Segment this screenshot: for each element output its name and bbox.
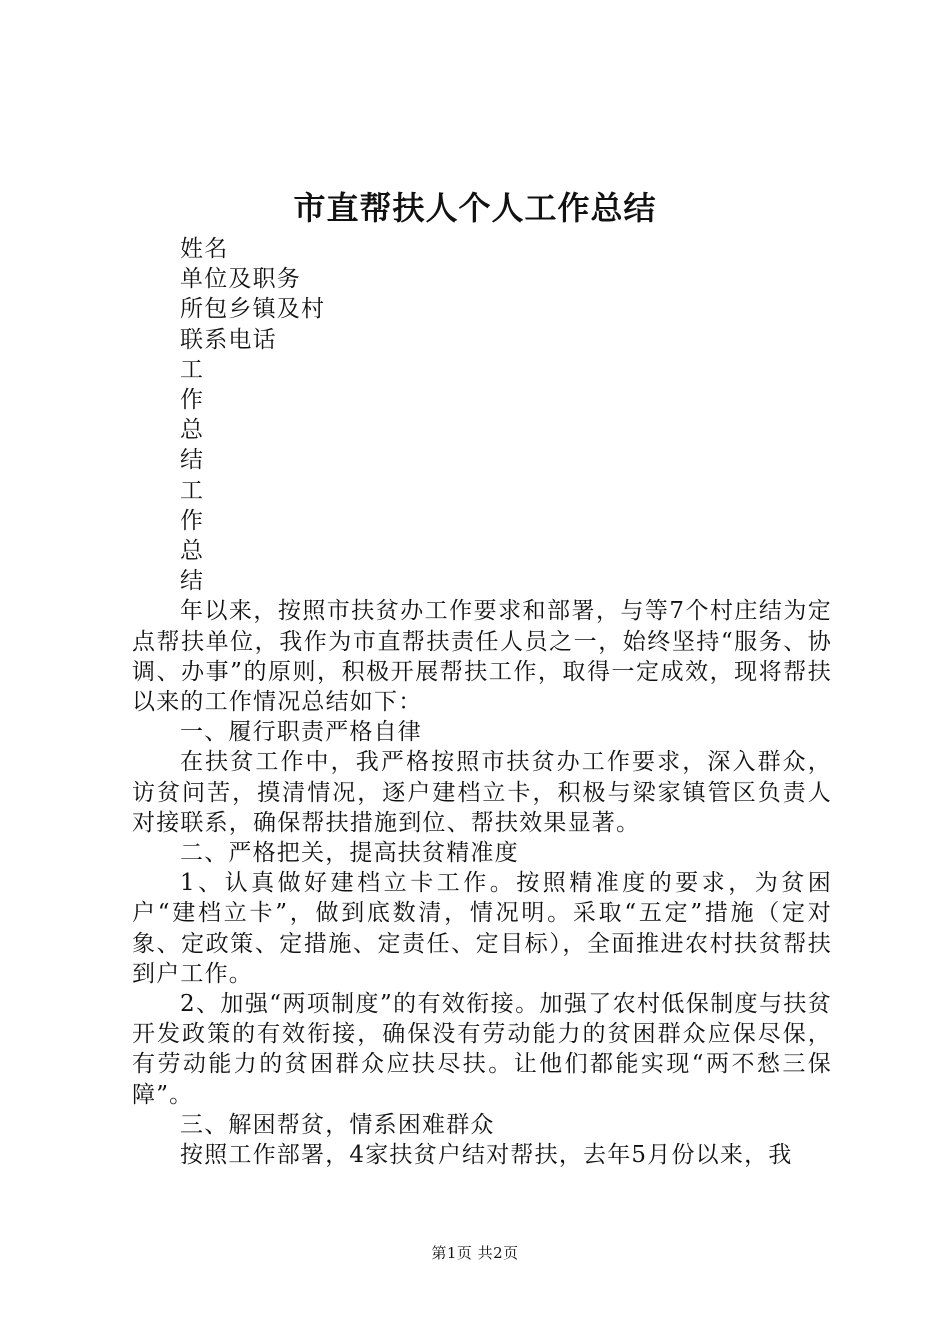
section-heading-2: 二、严格把关，提高扶贫精准度 bbox=[180, 840, 519, 867]
section-2-item-2: 2、加强“两项制度”的有效衔接。加强了农村低保制度与扶贫开发政策的有效衔接，确保没有劳动能力的贫困群众应保尽保，有劳动能力的贫困群众应扶尽扶。让他们都能实现“两不愁三保障”。 bbox=[132, 991, 832, 1108]
vertical-char: 结 bbox=[180, 447, 205, 474]
vertical-char: 总 bbox=[180, 417, 205, 444]
field-township-village: 所包乡镇及村 bbox=[180, 296, 326, 323]
vertical-char: 工 bbox=[180, 356, 205, 383]
vertical-char: 结 bbox=[180, 568, 205, 595]
section-3-paragraph: 按照工作部署，4家扶贫户结对帮扶，去年5月份以来，我 bbox=[180, 1142, 793, 1169]
document-title: 市直帮扶人个人工作总结 bbox=[293, 189, 657, 227]
section-2-item-1: 1、认真做好建档立卡工作。按照精准度的要求，为贫困户“建档立卡”，做到底数清，情况明。采取“五定”措施（定对象、定政策、定措施、定责任、定目标），全面推进农村扶贫帮扶到户工作。 bbox=[132, 870, 832, 987]
document-body bbox=[132, 234, 832, 1170]
intro-paragraph: 年以来，按照市扶贫办工作要求和部署，与等7个村庄结为定点帮扶单位，我作为市直帮扶责任人员之一，始终坚持“服务、协调、办事”的原则，积极开展帮扶工作，取得一定成效，现将帮扶以来的工作情况总结如下： bbox=[132, 598, 832, 716]
page-number: 第1页 共2页 bbox=[431, 1244, 519, 1262]
section-heading-1: 一、履行职责严格自律 bbox=[180, 719, 422, 746]
section-1-paragraph: 在扶贫工作中，我严格按照市扶贫办工作要求，深入群众，访贫问苦，摸清情况，逐户建档立卡，积极与梁家镇管区负责人对接联系，确保帮扶措施到位、帮扶效果显著。 bbox=[132, 749, 832, 836]
vertical-char: 工 bbox=[180, 477, 205, 504]
vertical-char: 作 bbox=[180, 387, 205, 414]
field-name: 姓名 bbox=[180, 236, 229, 262]
field-unit-position: 单位及职务 bbox=[180, 266, 301, 293]
field-phone: 联系电话 bbox=[180, 326, 277, 353]
vertical-char: 作 bbox=[180, 507, 205, 534]
vertical-char: 总 bbox=[180, 538, 205, 565]
section-heading-3: 三、解困帮贫，情系困难群众 bbox=[180, 1111, 495, 1138]
